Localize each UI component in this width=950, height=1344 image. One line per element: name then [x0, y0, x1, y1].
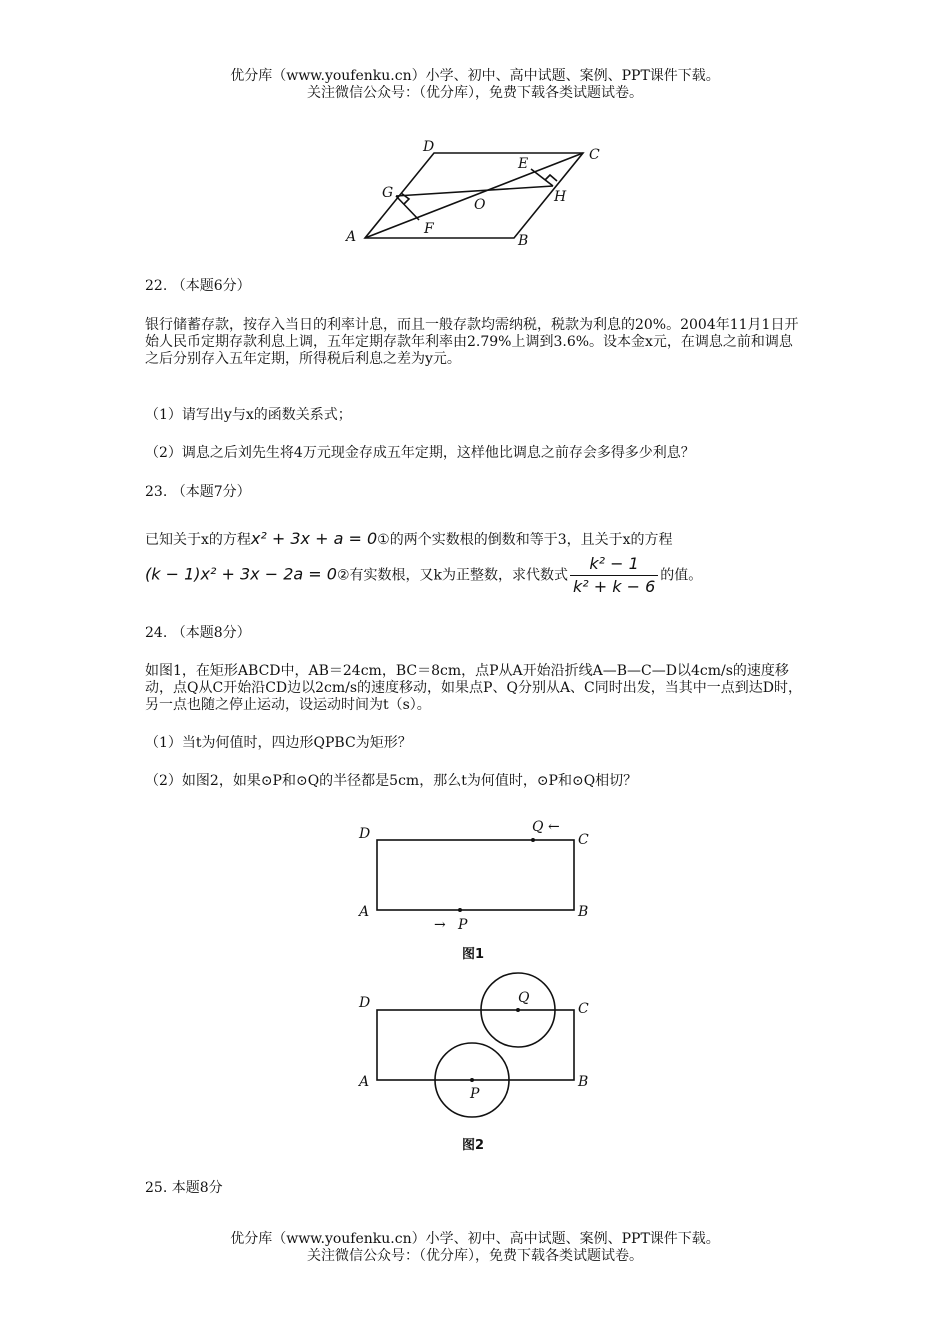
q23-line2-post: 的值。: [660, 567, 703, 584]
fig1-caption: 图1: [462, 947, 485, 962]
q24-part1: （1）当t为何值时，四边形QPBC为矩形？: [145, 735, 412, 751]
label-D: D: [423, 139, 435, 155]
fig1-label-C: C: [578, 832, 589, 848]
fig2-label-D: D: [359, 995, 371, 1011]
q25-title: 25. 本题8分: [145, 1180, 223, 1196]
fig1-label-P: P: [458, 917, 468, 933]
q22-part2: （2）调息之后刘先生将4万元现金存成五年定期，这样他比调息之前存会多得多少利息？: [145, 445, 695, 461]
q22-body: 银行储蓄存款，按存入当日的利率计息，而且一般存款均需纳税，税款为利息的20%。2004年11月1日开始人民币定期存款利息上调，五年定期存款年利率由2.79%上调到3.6%。设本金x元，在调息之前和调息之后分别存入五年定期，所得税后利息之差为y元。: [145, 317, 799, 367]
q23-line1: [145, 529, 815, 550]
footer-line-1: 优分库（www.youfenku.cn）小学、初中、高中试题、案例、PPT课件下载。: [230, 1231, 720, 1247]
page-header: [0, 68, 950, 102]
fig2-label-A: A: [359, 1074, 370, 1090]
equation-1: x² + 3x + a = 0: [250, 529, 378, 548]
q24-body: 如图1，在矩形ABCD中，AB＝24cm，BC＝8cm，点P从A开始沿折线A—B—C—D以4cm/s的速度移动，点Q从C开始沿CD边以2cm/s的速度移动，如果点P、Q分别从A、C同时出发，当其中一点到达D时，另一点也随之停止运动，设运动时间为t（s）。: [145, 663, 802, 713]
label-B: B: [518, 233, 529, 249]
parallelogram-figure: [340, 135, 620, 255]
label-C: C: [589, 147, 600, 163]
q23-line2: [145, 553, 815, 598]
fig2-label-C: C: [578, 1001, 589, 1017]
label-G: G: [382, 185, 394, 201]
header-line-1: 优分库（www.youfenku.cn）小学、初中、高中试题、案例、PPT课件下载。: [230, 68, 720, 84]
label-O: O: [474, 197, 486, 213]
fraction-numerator: k² − 1: [570, 553, 658, 576]
q22-part1: （1）请写出y与x的函数关系式；: [145, 407, 352, 423]
fig1-label-Q: Q: [532, 819, 544, 835]
fig1-label-A: A: [359, 904, 370, 920]
label-A: A: [346, 229, 357, 245]
fig1-label-D: D: [359, 826, 371, 842]
algebraic-fraction: [570, 553, 658, 598]
fig2-label-P: P: [470, 1086, 480, 1102]
header-line-2: 关注微信公众号：（优分库），免费下载各类试题试卷。: [307, 85, 643, 101]
fig1-arrow-right: →: [434, 917, 446, 933]
label-F: F: [424, 221, 434, 237]
q24-title: 24. （本题8分）: [145, 625, 251, 641]
q23-line1-pre: 已知关于x的方程: [145, 532, 251, 548]
label-E: E: [518, 156, 529, 172]
fig1-arrow-left: ←: [548, 819, 560, 835]
q23-title: 23. （本题7分）: [145, 484, 251, 500]
figure-2: [350, 965, 610, 1160]
q22-title: 22. （本题6分）: [145, 278, 251, 294]
page-footer: [0, 1231, 950, 1265]
equation-2: (k − 1)x² + 3x − 2a = 0: [145, 564, 337, 584]
fig2-caption: 图2: [462, 1138, 485, 1153]
fig2-label-B: B: [578, 1074, 589, 1090]
label-H: H: [554, 189, 567, 205]
fig2-label-Q: Q: [518, 990, 530, 1006]
q23-line2-mid: ②有实数根，又k为正整数，求代数式: [336, 567, 568, 584]
q24-part2: （2）如图2，如果⊙P和⊙Q的半径都是5cm，那么t为何值时，⊙P和⊙Q相切？: [145, 773, 638, 789]
q23-line1-post: ①的两个实数根的倒数和等于3，且关于x的方程: [377, 532, 673, 548]
fig1-label-B: B: [578, 904, 589, 920]
fraction-denominator: k² + k − 6: [572, 577, 656, 596]
figure-1: [350, 812, 610, 967]
footer-line-2: 关注微信公众号：（优分库），免费下载各类试题试卷。: [307, 1248, 643, 1264]
